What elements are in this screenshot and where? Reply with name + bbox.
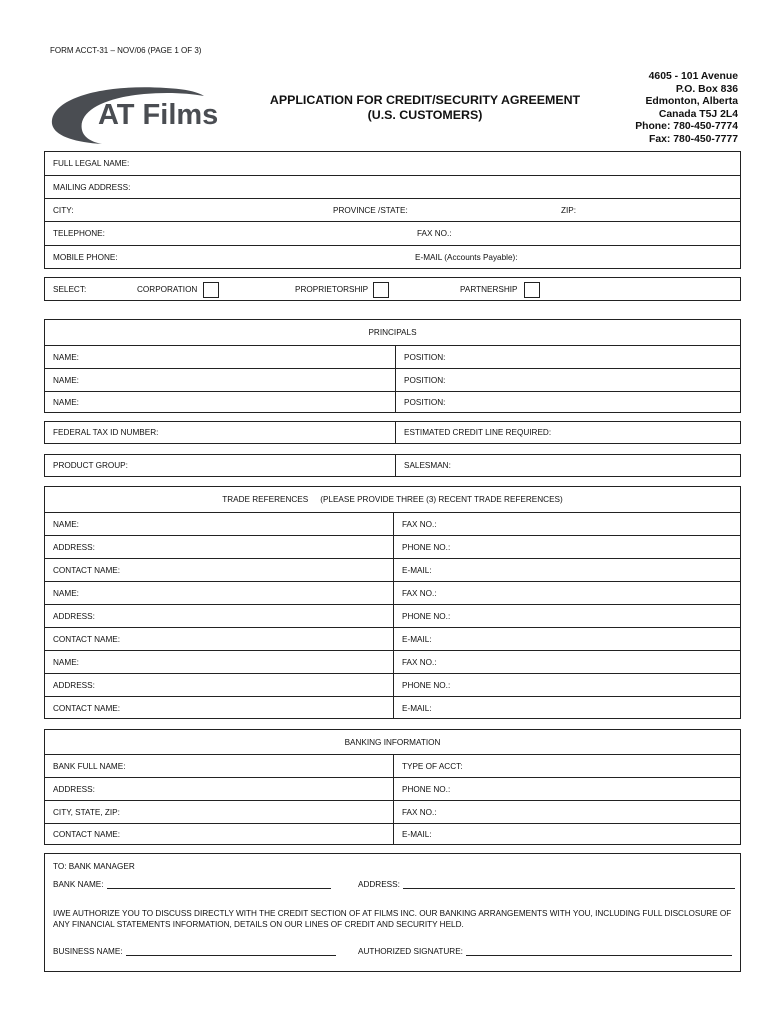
business-name-field[interactable] <box>53 947 336 956</box>
principal-position-label: POSITION: <box>404 352 446 362</box>
signature-line[interactable] <box>466 947 732 956</box>
mailing-address-row[interactable] <box>45 175 740 198</box>
logo-text: AT Films <box>98 99 218 131</box>
address-po-box: P.O. Box 836 <box>675 83 738 95</box>
credit-line-label: ESTIMATED CREDIT LINE REQUIRED: <box>404 428 552 437</box>
bank-row[interactable] <box>45 754 740 777</box>
business-type-section <box>44 277 741 301</box>
principal-position-label: POSITION: <box>404 398 446 407</box>
bank-email-label: E-MAIL: <box>402 830 432 839</box>
bank-address-label: ADDRESS: <box>53 784 95 794</box>
trade-row[interactable] <box>45 581 740 604</box>
trade-fax-label: FAX NO.: <box>402 657 437 667</box>
trade-address-label: ADDRESS: <box>53 542 95 552</box>
full-legal-name-row[interactable] <box>45 152 740 175</box>
select-label: SELECT: <box>53 284 87 294</box>
trade-row[interactable] <box>45 673 740 696</box>
bank-row[interactable] <box>45 777 740 800</box>
trade-name-label: NAME: <box>53 657 79 667</box>
trade-row[interactable] <box>45 696 740 719</box>
principal-position-label: POSITION: <box>404 375 446 385</box>
trade-contact-label: CONTACT NAME: <box>53 634 121 644</box>
banking-section <box>44 729 741 845</box>
telephone-row[interactable] <box>45 221 740 245</box>
trade-row[interactable] <box>45 627 740 650</box>
bank-row[interactable] <box>45 800 740 823</box>
principal-row[interactable] <box>45 368 740 391</box>
company-address <box>635 71 738 147</box>
principals-section <box>44 319 741 413</box>
form-code: FORM ACCT-31 – NOV/06 (PAGE 1 OF 3) <box>50 46 202 55</box>
city-row[interactable] <box>45 198 740 221</box>
bank-contact-label: CONTACT NAME: <box>53 830 121 839</box>
manager-address-line[interactable] <box>403 880 735 889</box>
principals-heading: PRINCIPALS <box>368 328 417 337</box>
address-street: 4605 - 101 Avenue <box>648 71 738 82</box>
manager-address-field[interactable] <box>358 880 735 889</box>
bank-name-label: BANK NAME: <box>53 880 104 889</box>
business-name-line[interactable] <box>126 947 336 956</box>
mobile-row[interactable] <box>45 245 740 269</box>
authorization-text: I/WE AUTHORIZE YOU TO DISCUSS DIRECTLY WITH THE CREDIT SECTION OF AT FILMS INC. OUR BANKING ARRANGEMENTS WITH YOU, INCLUDING FULL DISCLOSURE OF ANY FINANCIAL STATEMENTS INFORMATION, DETAILS ON OUR LINES OF CREDIT AND SECURITY HELD. <box>53 909 732 929</box>
trade-references-section <box>44 486 741 719</box>
to-bank-manager: TO: BANK MANAGER <box>53 862 135 871</box>
bank-authorization-section <box>44 853 741 972</box>
partnership-checkbox[interactable] <box>524 282 540 298</box>
at-films-logo <box>48 82 218 146</box>
address-phone: Phone: 780-450-7774 <box>635 121 738 133</box>
trade-email-label: E-MAIL: <box>402 703 432 713</box>
city-label: CITY: <box>53 205 74 215</box>
trade-row[interactable] <box>45 650 740 673</box>
proprietorship-checkbox[interactable] <box>373 282 389 298</box>
title-line-1: APPLICATION FOR CREDIT/SECURITY AGREEMENT <box>269 93 581 107</box>
bank-fax-label: FAX NO.: <box>402 807 437 817</box>
full-legal-name-label: FULL LEGAL NAME: <box>53 159 130 168</box>
principal-name-label: NAME: <box>53 352 79 362</box>
trade-phone-label: PHONE NO.: <box>402 680 451 690</box>
corporation-checkbox[interactable] <box>203 282 219 298</box>
fax-label: FAX NO.: <box>417 229 452 238</box>
trade-heading-label: TRADE REFERENCES <box>222 495 309 504</box>
federal-tax-id-label: FEDERAL TAX ID NUMBER: <box>53 428 159 437</box>
mobile-phone-label: MOBILE PHONE: <box>53 253 118 262</box>
trade-name-label: NAME: <box>53 519 79 529</box>
mailing-address-label: MAILING ADDRESS: <box>53 182 131 192</box>
trade-row[interactable] <box>45 558 740 581</box>
trade-contact-label: CONTACT NAME: <box>53 703 121 713</box>
address-country: Canada T5J 2L4 <box>658 108 738 120</box>
principal-name-label: NAME: <box>53 375 79 385</box>
salesman-label: SALESMAN: <box>404 461 451 470</box>
manager-address-label: ADDRESS: <box>358 880 400 889</box>
province-state-label: PROVINCE /STATE: <box>333 205 408 215</box>
proprietorship-label: PROPRIETORSHIP <box>295 284 369 294</box>
partnership-label: PARTNERSHIP <box>460 284 518 294</box>
trade-row[interactable] <box>45 512 740 535</box>
title-line-2: (U.S. CUSTOMERS) <box>367 108 483 122</box>
principal-name-label: NAME: <box>53 398 79 407</box>
trade-address-label: ADDRESS: <box>53 611 95 621</box>
trade-email-label: E-MAIL: <box>402 565 432 575</box>
form-title <box>240 93 610 123</box>
address-city: Edmonton, Alberta <box>645 96 738 108</box>
trade-contact-label: CONTACT NAME: <box>53 565 121 575</box>
address-fax: Fax: 780-450-7777 <box>649 133 738 145</box>
bank-full-name-label: BANK FULL NAME: <box>53 761 126 771</box>
email-ap-label: E-MAIL (Accounts Payable): <box>415 253 518 262</box>
tax-section[interactable] <box>44 421 741 444</box>
product-section[interactable] <box>44 454 741 477</box>
trade-fax-label: FAX NO.: <box>402 519 437 529</box>
trade-fax-label: FAX NO.: <box>402 588 437 598</box>
trade-row[interactable] <box>45 535 740 558</box>
trade-phone-label: PHONE NO.: <box>402 611 451 621</box>
trade-references-heading <box>45 487 740 512</box>
bank-name-line[interactable] <box>107 880 331 889</box>
trade-address-label: ADDRESS: <box>53 680 95 690</box>
business-name-label: BUSINESS NAME: <box>53 947 123 956</box>
trade-phone-label: PHONE NO.: <box>402 542 451 552</box>
telephone-label: TELEPHONE: <box>53 229 105 238</box>
bank-city-state-zip-label: CITY, STATE, ZIP: <box>53 807 120 817</box>
signature-field[interactable] <box>358 947 732 956</box>
principal-row[interactable] <box>45 391 740 413</box>
trade-row[interactable] <box>45 604 740 627</box>
signature-label: AUTHORIZED SIGNATURE: <box>358 947 463 956</box>
trade-heading-note: (PLEASE PROVIDE THREE (3) RECENT TRADE REFERENCES) <box>320 495 563 504</box>
bank-name-field[interactable] <box>53 880 331 889</box>
bank-row[interactable] <box>45 823 740 845</box>
trade-email-label: E-MAIL: <box>402 634 432 644</box>
zip-label: ZIP: <box>561 205 577 215</box>
trade-name-label: NAME: <box>53 588 79 598</box>
customer-info-section <box>44 151 741 269</box>
banking-heading: BANKING INFORMATION <box>344 737 441 747</box>
principal-row[interactable] <box>45 345 740 368</box>
corporation-label: CORPORATION <box>137 284 198 294</box>
bank-phone-label: PHONE NO.: <box>402 784 451 794</box>
type-of-acct-label: TYPE OF ACCT: <box>402 761 463 771</box>
product-group-label: PRODUCT GROUP: <box>53 461 128 470</box>
